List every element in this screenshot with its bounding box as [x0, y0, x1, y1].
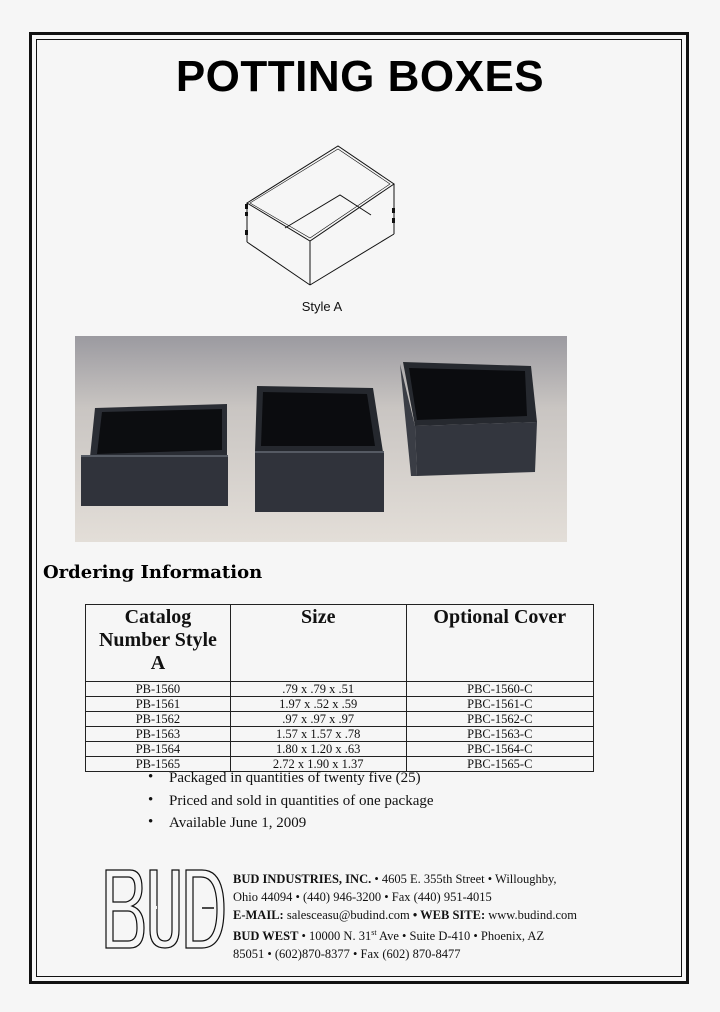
cell-catalog: PB-1562 — [86, 712, 231, 727]
bullet-icon: • — [148, 791, 154, 808]
bullet-icon: • — [148, 814, 154, 830]
cell-cover: PBC-1561-C — [406, 697, 593, 712]
website-link[interactable]: www.budind.com — [488, 908, 578, 922]
cell-size: .79 x .79 x .51 — [230, 682, 406, 697]
contact-line-3 — [233, 906, 577, 924]
note-text: Priced and sold in quantities of one package — [169, 792, 434, 809]
cell-cover: PBC-1560-C — [406, 682, 593, 697]
cell-cover: PBC-1563-C — [406, 727, 593, 742]
header-cover: Optional Cover — [406, 605, 593, 682]
cell-catalog: PB-1560 — [86, 682, 231, 697]
header-size: Size — [230, 605, 406, 682]
table-header-row — [86, 605, 594, 682]
ordering-heading: Ordering Information — [43, 562, 263, 583]
table-row — [86, 742, 594, 757]
cell-catalog: PB-1563 — [86, 727, 231, 742]
cell-size: .97 x .97 x .97 — [230, 712, 406, 727]
west-address-b: Ave • Suite D-410 • Phoenix, AZ — [376, 929, 545, 944]
note-text: Packaged in quantities of twenty five (25) — [169, 770, 421, 786]
cell-catalog: PB-1565 — [86, 757, 231, 772]
notes-list — [148, 770, 434, 838]
cell-cover: PBC-1564-C — [406, 742, 593, 757]
west-label: BUD WEST — [233, 929, 299, 944]
contact-line-5: 85051 • (602)870-8377 • Fax (602) 870-8477 — [233, 947, 461, 962]
list-item — [148, 815, 434, 838]
table-row — [86, 697, 594, 712]
west-address-a: • 10000 N. 31 — [301, 929, 372, 944]
company-address: • 4605 E. 355th Street • Willoughby, — [374, 872, 557, 886]
ordering-table — [85, 604, 594, 772]
west-address-sup: st — [371, 928, 377, 937]
table-row — [86, 712, 594, 727]
company-name: BUD INDUSTRIES, INC. — [233, 872, 372, 886]
potting-boxes-photo — [75, 336, 567, 542]
note-text: Available June 1, 2009 — [169, 815, 307, 831]
cell-catalog: PB-1561 — [86, 697, 231, 712]
cell-size: 2.72 x 1.90 x 1.37 — [230, 757, 406, 772]
logo-notch — [152, 906, 157, 909]
list-item — [148, 770, 434, 793]
table-row — [86, 727, 594, 742]
bud-logo — [104, 868, 226, 950]
contact-line-4 — [233, 924, 577, 945]
contact-line-1 — [233, 870, 577, 888]
cell-size: 1.80 x 1.20 x .63 — [230, 742, 406, 757]
cell-cover: PBC-1565-C — [406, 757, 593, 772]
cell-size: 1.97 x .52 x .59 — [230, 697, 406, 712]
page-title: POTTING BOXES — [175, 52, 545, 101]
cell-catalog: PB-1564 — [86, 742, 231, 757]
bullet-icon: • — [148, 769, 154, 785]
header-catalog: Catalog Number Style A — [86, 605, 231, 682]
email-link[interactable]: salesceasu@budind.com — [286, 908, 410, 922]
list-item — [148, 793, 434, 816]
email-label: E-MAIL: — [233, 908, 284, 922]
website-label: • WEB SITE: — [412, 908, 486, 922]
contact-block — [233, 870, 577, 963]
contact-line-2: Ohio 44094 • (440) 946-3200 • Fax (440) 951-4015 — [233, 890, 492, 904]
drawing-caption: Style A — [301, 299, 343, 314]
cell-size: 1.57 x 1.57 x .78 — [230, 727, 406, 742]
cell-cover: PBC-1562-C — [406, 712, 593, 727]
table-row — [86, 682, 594, 697]
style-a-line-drawing — [240, 140, 410, 290]
